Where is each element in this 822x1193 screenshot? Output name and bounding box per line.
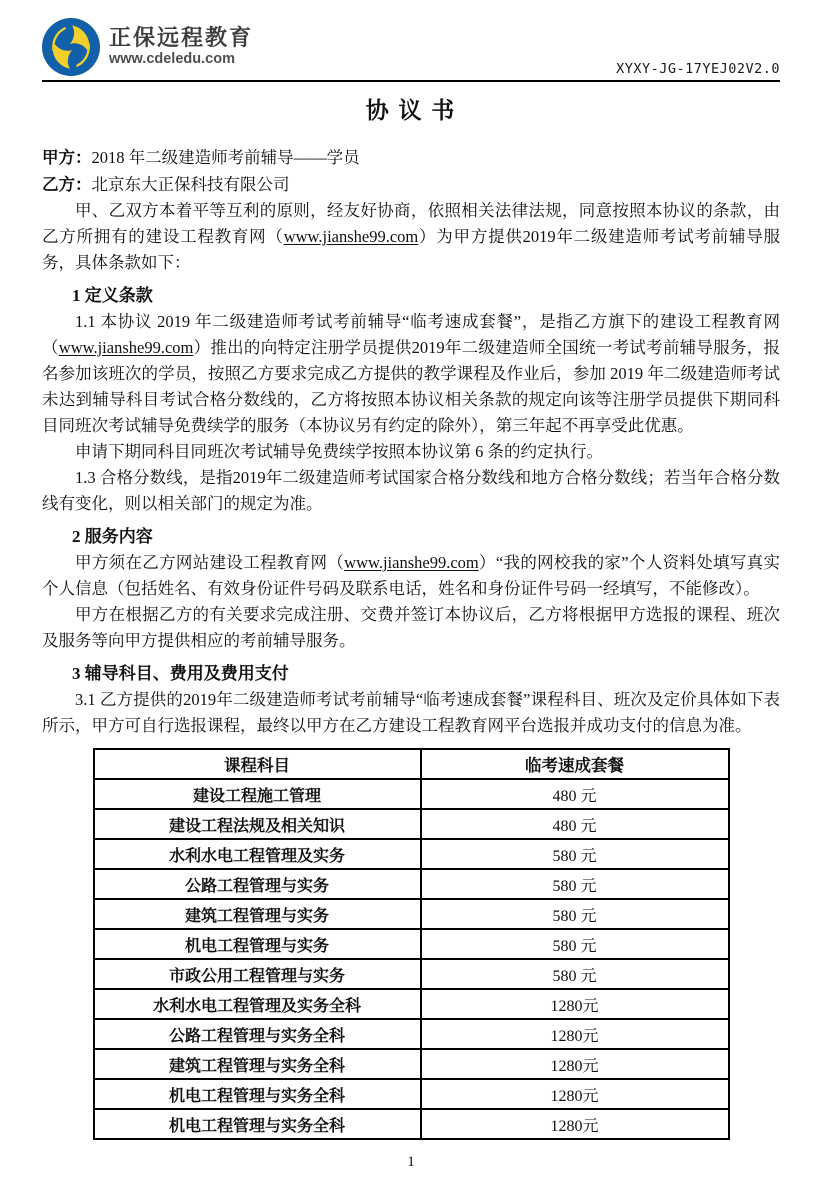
course-price-cell: 480 元	[421, 809, 729, 839]
table-row	[94, 1049, 729, 1079]
paragraph-1-1	[42, 309, 780, 439]
course-price-cell: 580 元	[421, 839, 729, 869]
course-subject-cell: 水利水电工程管理及实务	[94, 839, 421, 869]
course-price-cell: 580 元	[421, 869, 729, 899]
table-row	[94, 989, 729, 1019]
table-body	[94, 779, 729, 1139]
inline-url-text: www.jianshe99.com	[283, 227, 419, 246]
col-header-subject: 课程科目	[94, 749, 421, 779]
paragraph-text: ）为甲方提供2019年二级建造师考试考前辅导服务，具体条款如下：	[42, 227, 781, 272]
course-price-cell: 1280元	[421, 1079, 729, 1109]
inline-url-text: www.jianshe99.com	[344, 553, 479, 572]
course-subject-cell: 公路工程管理与实务全科	[94, 1019, 421, 1049]
page-title: 协 议 书	[365, 98, 457, 123]
table-row	[94, 929, 729, 959]
table-row	[94, 839, 729, 869]
course-subject-cell: 建设工程法规及相关知识	[94, 809, 421, 839]
table-header-row	[94, 749, 729, 779]
section-heading-fees: 3 辅导科目、费用及费用支付	[72, 664, 289, 683]
course-price-cell: 1280元	[421, 989, 729, 1019]
parties-block	[42, 144, 780, 198]
cdel-logo-icon	[42, 18, 100, 76]
paragraph-text: 1.1 本协议 2019 年二级建造师考试考前辅导“临考速成套餐”，是指乙方旗下的建设工程教育网（	[42, 312, 780, 357]
paragraph-text: ）推出的向特定注册学员提供2019年二级建造师全国统一考试考前辅导服务，报名参加该班次的学员，按照乙方要求完成乙方提供的教学课程及作业后，参加 2019 年二级建造师考试未达到辅导科目考试合格分数线的，乙方将按照本协议相关条款的规定向该等注册学员提供下期同科目同班次考试辅导免费续学的服务（本协议另有约定的除外），第三年起不再享受此优惠。	[42, 338, 781, 435]
course-price-cell: 1280元	[421, 1109, 729, 1139]
table-row	[94, 869, 729, 899]
party-a-label: 甲方：	[42, 148, 92, 167]
course-price-cell: 1280元	[421, 1019, 729, 1049]
course-price-cell: 580 元	[421, 959, 729, 989]
course-price-cell: 580 元	[421, 899, 729, 929]
course-price-table	[93, 748, 730, 1140]
col-header-package: 临考速成套餐	[421, 749, 729, 779]
course-price-cell: 480 元	[421, 779, 729, 809]
paragraph-renewal: 申请下期同科目同班次考试辅导免费续学按照本协议第 6 条的约定执行。	[75, 442, 603, 461]
course-subject-cell: 建设工程施工管理	[94, 779, 421, 809]
course-subject-cell: 水利水电工程管理及实务全科	[94, 989, 421, 1019]
table-row	[94, 779, 729, 809]
table-row	[94, 1019, 729, 1049]
section-heading-definitions: 1 定义条款	[72, 286, 153, 305]
course-subject-cell: 公路工程管理与实务	[94, 869, 421, 899]
course-subject-cell: 建筑工程管理与实务	[94, 899, 421, 929]
brand-url: www.cdeledu.com	[109, 51, 235, 68]
course-subject-cell: 市政公用工程管理与实务	[94, 959, 421, 989]
course-price-cell: 1280元	[421, 1049, 729, 1079]
paragraph-intro	[42, 198, 780, 276]
document-body	[0, 96, 822, 1172]
section-heading-services: 2 服务内容	[72, 527, 153, 546]
paragraph-2-2: 甲方在根据乙方的有关要求完成注册、交费并签订本协议后，乙方将根据甲方选报的课程、班次及服务等向甲方提供相应的考前辅导服务。	[42, 605, 780, 650]
table-row	[94, 1109, 729, 1139]
page-header	[42, 0, 780, 82]
party-a-value: 2018 年二级建造师考前辅导——学员	[91, 148, 360, 167]
paragraph-text: 甲、乙双方本着平等互利的原则，经友好协商，依照相关法律法规，同意按照本协议的条款，由乙方所拥有的建设工程教育网（	[42, 201, 780, 246]
brand-block	[42, 18, 253, 80]
party-a-row	[42, 144, 780, 171]
document-code: XYXY-JG-17YEJ02V2.0	[616, 61, 780, 77]
paragraph-2-1	[42, 550, 780, 602]
course-price-cell: 580 元	[421, 929, 729, 959]
paragraph-text: ）“我的网校我的家”个人资料处填写真实个人信息（包括姓名、有效身份证件号码及联系电话，姓名和身份证件号码一经填写，不能修改）。	[42, 553, 780, 598]
table-row	[94, 899, 729, 929]
party-b-label: 乙方：	[42, 175, 92, 194]
table-row	[94, 809, 729, 839]
page-number: 1	[407, 1154, 415, 1170]
paragraph-3-1: 3.1 乙方提供的2019年二级建造师考试考前辅导“临考速成套餐”课程科目、班次及定价具体如下表所示，甲方可自行选报课程，最终以甲方在乙方建设工程教育网平台选报并成功支付的信息为准。	[42, 690, 780, 735]
paragraph-text: 甲方须在乙方网站建设工程教育网（	[75, 553, 345, 572]
course-subject-cell: 机电工程管理与实务	[94, 929, 421, 959]
table-row	[94, 1079, 729, 1109]
inline-url-text: www.jianshe99.com	[58, 338, 194, 357]
party-b-row	[42, 171, 780, 198]
course-subject-cell: 机电工程管理与实务全科	[94, 1079, 421, 1109]
brand-name: 正保远程教育	[109, 24, 254, 50]
party-b-value: 北京东大正保科技有限公司	[91, 175, 290, 194]
course-subject-cell: 建筑工程管理与实务全科	[94, 1049, 421, 1079]
course-subject-cell: 机电工程管理与实务全科	[94, 1109, 421, 1139]
paragraph-1-3: 1.3 合格分数线，是指2019年二级建造师考试国家合格分数线和地方合格分数线；若当年合格分数线有变化，则以相关部门的规定为准。	[42, 468, 780, 513]
table-row	[94, 959, 729, 989]
brand-text	[109, 26, 253, 68]
